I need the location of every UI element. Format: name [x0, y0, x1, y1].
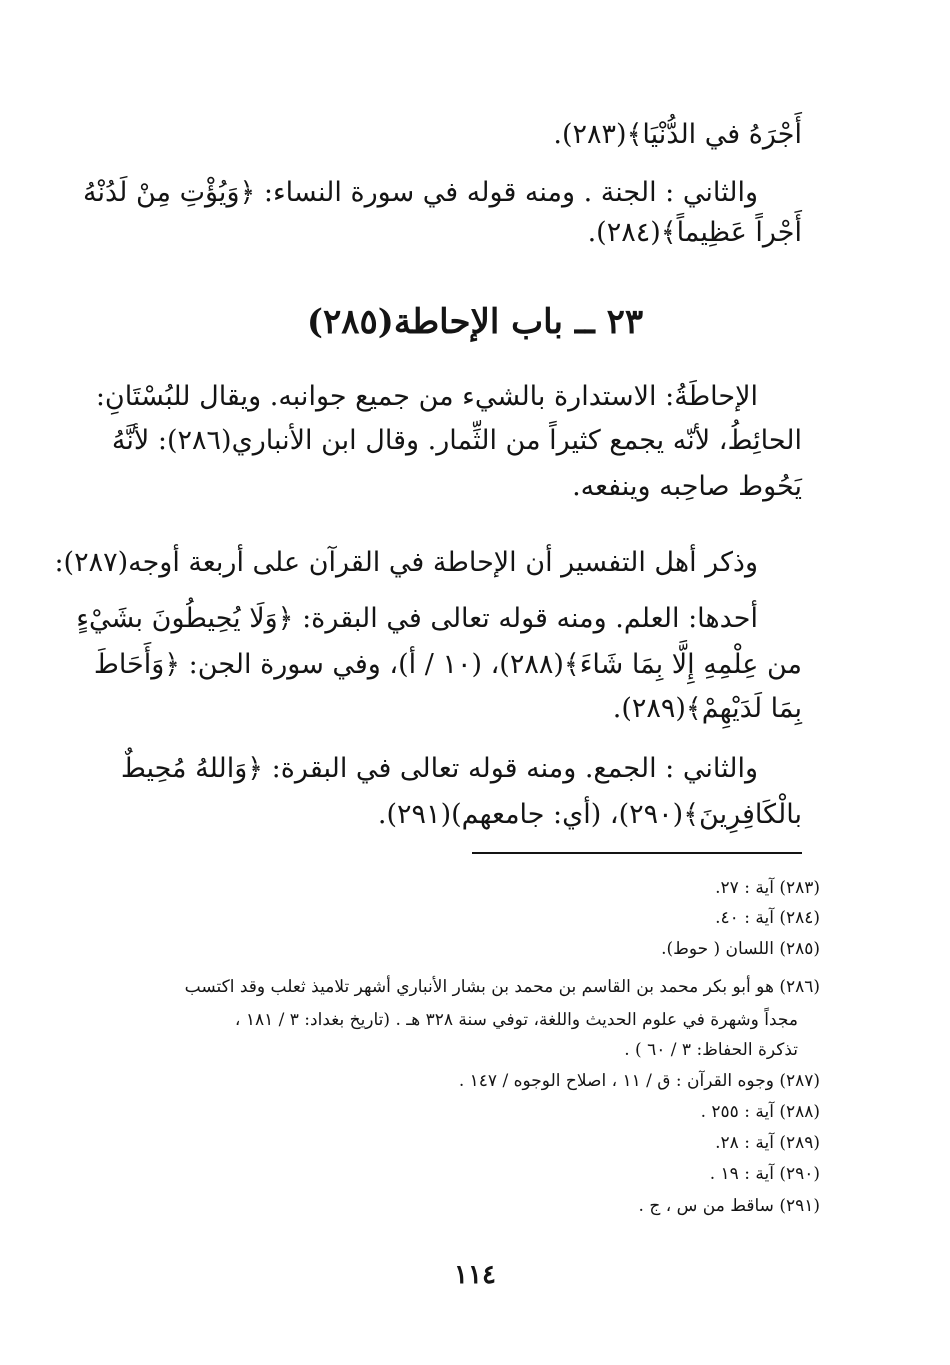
section-line-3: يَحُوط صاحِبه وينفعه. [572, 471, 802, 502]
footnote-285: (٢٨٥) اللسان ( حوط). [661, 939, 820, 959]
footnote-287: (٢٨٧) وجوه القرآن : ق / ١١ ، اصلاح الوجوه / ١٤٧ . [458, 1071, 820, 1091]
body-line-1: أَجْرَهُ في الدُّنْيَا﴾(٢٨٣). [553, 119, 802, 150]
footnote-284: (٢٨٤) آية : ٤٠. [715, 908, 820, 928]
section-line-7: بِمَا لَدَيْهِمْ﴾(٢٨٩). [612, 693, 802, 724]
footnote-286-line-1: (٢٨٦) هو أبو بكر محمد بن القاسم بن محمد بن بشار الأنباري أشهر تلاميذ ثعلب وقد اكتسب [184, 977, 820, 997]
section-line-8: والثاني : الجمع. ومنه قوله تعالى في البقرة: ﴿وَاللهُ مُحِيطٌ [120, 753, 758, 784]
section-line-9: بالْكَافِرِينَ﴾(٢٩٠)، (أي: جامعهم)(٢٩١). [377, 799, 802, 830]
section-line-1: الإحاطَةُ: الاستدارة بالشيء من جميع جوانبه. ويقال للبُسْتَانِ: [95, 381, 758, 412]
footnote-291: (٢٩١) ساقط من س ، ج . [638, 1196, 820, 1216]
section-line-4: وذكر أهل التفسير أن الإحاطة في القرآن على أربعة أوجه(٢٨٧): [54, 547, 758, 578]
footnote-283: (٢٨٣) آية : ٢٧. [715, 878, 820, 898]
footnote-290: (٢٩٠) آية : ١٩ . [709, 1164, 820, 1184]
footnote-286-line-2: مجداً وشهرة في علوم الحديث واللغة، توفي سنة ٣٢٨ هـ . (تاريخ بغداد: ٣ / ١٨١ ، [234, 1010, 798, 1030]
footnote-286-line-3: تذكرة الحفاظ: ٣ / ٦٠ ) . [624, 1040, 798, 1060]
section-line-6: من عِلْمِهِ إِلَّا بِمَا شَاءَ﴾(٢٨٨)، (١٠ / أ)، وفي سورة الجن: ﴿وَأَحَاطَ [93, 649, 802, 680]
section-line-2: الحائِطُ، لأنّه يجمع كثيراً من الثِّمار. وقال ابن الأنباري(٢٨٦): لأنَّهُ [111, 425, 802, 456]
body-line-2: والثاني : الجنة . ومنه قوله في سورة النساء: ﴿وَيُؤْتِ مِنْ لَدُنْهُ [83, 177, 758, 208]
footnote-288: (٢٨٨) آية : ٢٥٥ . [700, 1102, 820, 1122]
footnote-divider [472, 852, 802, 854]
page-number: ١١٤ [454, 1260, 496, 1290]
body-line-3: أَجْراً عَظِيماً﴾(٢٨٤). [587, 217, 802, 248]
chapter-heading: ٢٣ ــ باب الإحاطة(٢٨٥) [306, 302, 644, 342]
section-line-5: أحدها: العلم. ومنه قوله تعالى في البقرة: ﴿وَلَا يُحِيطُونَ بشَيْءٍ [76, 603, 758, 634]
footnote-289: (٢٨٩) آية : ٢٨. [715, 1133, 820, 1153]
